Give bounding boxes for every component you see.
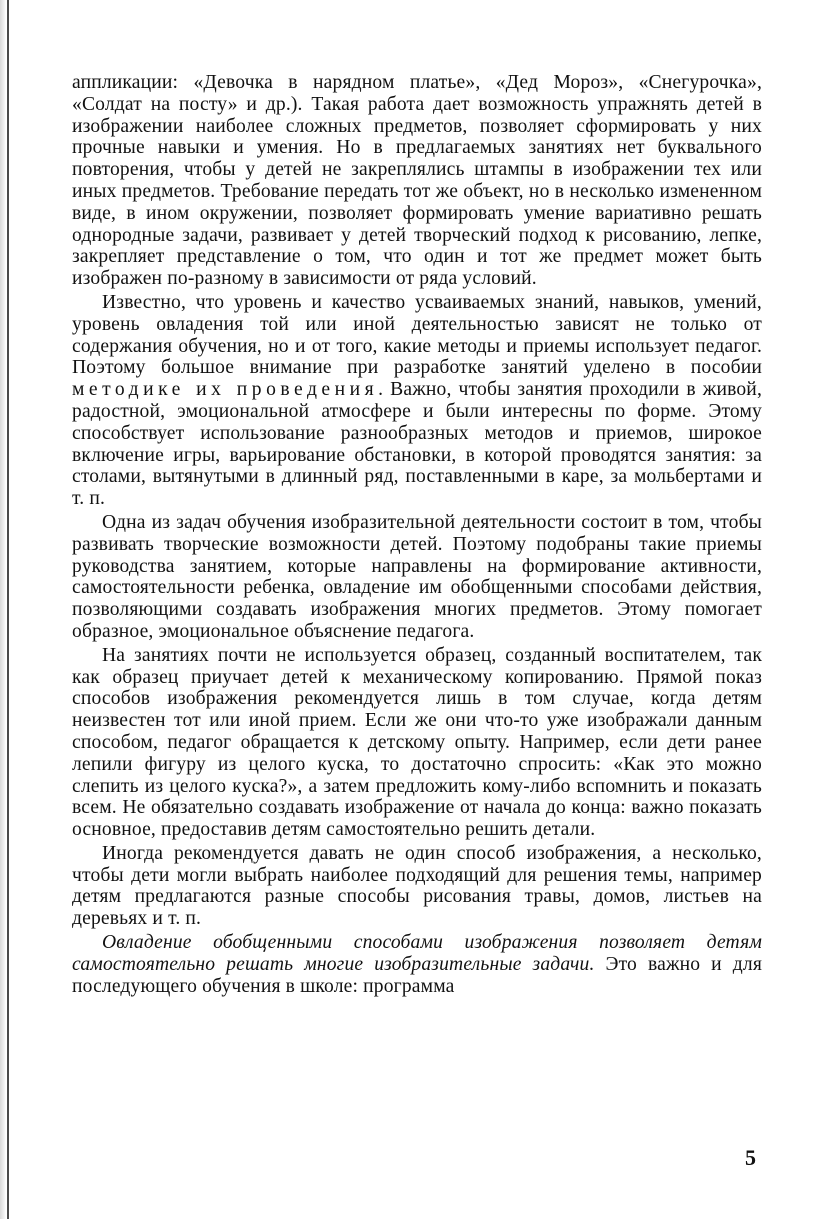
paragraph-4-text: На занятиях почти не используется образец, созданный воспитателем, так как образец приучает детей к механическому копированию. Прямой показ способов изображения рекомендуется лишь в том случае, когда детям неизвестен тот или иной прием. Если же они что-то уже изображали данным способом, педагог обращается к детскому опыту. Например, если дети ранее лепили фигуру из целого куска, то достаточно спросить: «Как это можно слепить из целого куска?», а затем предложить кому-либо вспомнить и показать всем. Не обязательно создавать изображение от начала до конца: важно показать основное, предоставив детям самостоятельно решить детали. [72, 644, 762, 841]
page-body [72, 72, 762, 999]
paragraph-4 [72, 645, 762, 841]
paragraph-5-text: Иногда рекомендуется давать не один способ изображения, а несколько, чтобы дети могли выбрать наиболее подходящий для решения темы, например детям предлагаются разные способы рисования травы, домов, листьев на деревьях и т. п. [72, 842, 762, 930]
paragraph-6 [72, 932, 762, 997]
paragraph-2-spaced-emphasis: методике их проведения [72, 379, 379, 401]
paragraph-6-text-after: Это важно и для последующего обучения в школе: программа [72, 953, 762, 997]
paragraph-3-text: Одна из задач обучения изобразительной деятельности состоит в том, чтобы развивать творческие возможности детей. Поэтому подобраны такие приемы руководства занятием, которые направлены на формирование активности, самостоятельности ребенка, овладение им обобщенными способами действия, позволяющими создавать изображения многих предметов. Этому помогает образное, эмоциональное объяснение педагога. [72, 511, 762, 642]
scan-edge-shadow [0, 0, 6, 1219]
paragraph-1 [72, 72, 762, 290]
paragraph-3 [72, 512, 762, 643]
paragraph-2-text-before: Известно, что уровень и качество усваиваемых знаний, навыков, умений, уровень овладения той или иной деятельностью зависят не только от содержания обучения, но и от того, какие методы и приемы использует педагог. Поэтому большое внимание при разработке занятий уделено в пособии [72, 291, 762, 379]
paragraph-2-text-after: . Важно, чтобы занятия проходили в живой, радостной, эмоциональной атмосфере и были интересны по форме. Этому способствует использование разнообразных методов и приемов, широкое включение игры, варьирование обстановки, в которой проводятся занятия: за столами, вытянутыми в длинный ряд, поставленными в каре, за мольбертами и т. п. [72, 379, 762, 510]
paragraph-2 [72, 292, 762, 510]
paragraph-1-text: аппликации: «Девочка в нарядном платье», «Дед Мороз», «Снегурочка», «Солдат на посту» и др.). Такая работа дает возможность упражнять детей в изображении наиболее сложных предметов, позволяет сформировать у них прочные навыки и умения. Но в предлагаемых занятиях нет буквального повторения, чтобы у детей не закреплялись штампы в изображении тех или иных предметов. Требование передать тот же объект, но в несколько измененном виде, в ином окружении, позволяет формировать умение вариативно решать однородные задачи, развивает у детей творческий подход к рисованию, лепке, закрепляет представление о том, что один и тот же предмет может быть изображен по-разному в зависимости от ряда условий. [72, 72, 762, 290]
page-number: 5 [745, 1145, 756, 1170]
paragraph-6-italic-emphasis: Овладение обобщенными способами изображения позволяет детям самостоятельно решать многие изобразительные задачи. [72, 932, 762, 975]
paragraph-5 [72, 843, 762, 930]
scan-edge-line [7, 0, 9, 1219]
